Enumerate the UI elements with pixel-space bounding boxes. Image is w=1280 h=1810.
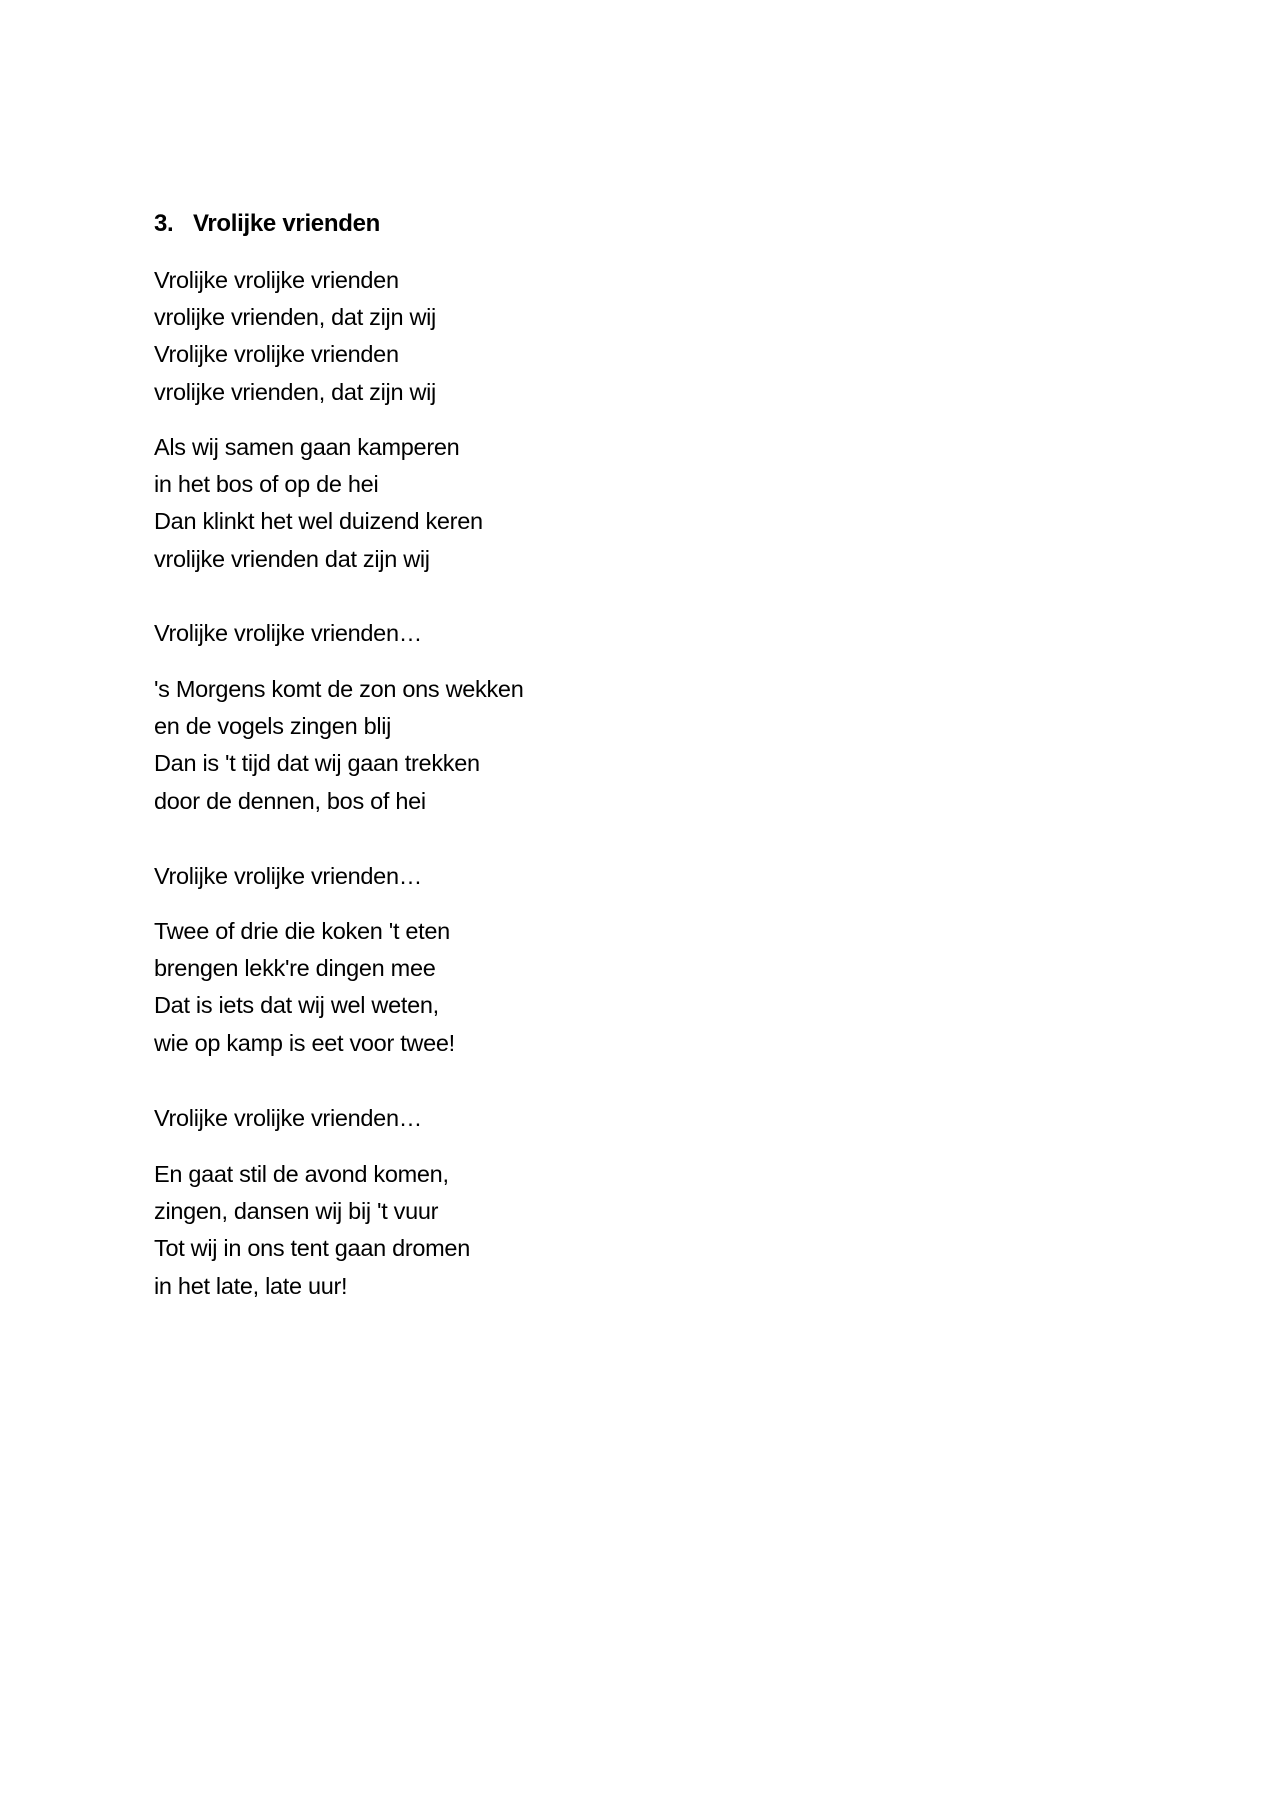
lyric-line: Als wij samen gaan kamperen xyxy=(154,434,460,460)
lyric-line: Vrolijke vrolijke vrienden xyxy=(154,341,399,368)
lyric-line: door de dennen, bos of hei xyxy=(154,787,426,814)
stanza xyxy=(154,671,523,820)
stanza xyxy=(154,262,436,411)
lyric-line: wie op kamp is eet voor twee! xyxy=(154,1029,455,1056)
lyric-line: en de vogels zingen blij xyxy=(154,713,392,740)
refrain-line xyxy=(154,858,422,895)
stanza xyxy=(154,913,455,1062)
lyric-line: Vrolijke vrolijke vrienden… xyxy=(154,1105,422,1131)
stanza xyxy=(154,429,483,578)
lyric-line: zingen, dansen wij bij 't vuur xyxy=(154,1198,439,1225)
lyric-line: vrolijke vrienden, dat zijn wij xyxy=(154,378,436,405)
lyric-line: Twee of drie die koken 't eten xyxy=(154,918,450,944)
lyric-line: vrolijke vrienden, dat zijn wij xyxy=(154,304,436,331)
refrain-line xyxy=(154,1100,422,1137)
song-number: 3. xyxy=(154,210,174,237)
lyric-line: Dat is iets dat wij wel weten, xyxy=(154,992,439,1019)
lyric-line: Vrolijke vrolijke vrienden… xyxy=(154,863,422,889)
stanza xyxy=(154,1156,470,1305)
lyric-line: brengen lekk're dingen mee xyxy=(154,955,436,982)
lyric-line: in het bos of op de hei xyxy=(154,471,379,498)
song-title-text: Vrolijke vrienden xyxy=(193,210,380,237)
lyric-line: Vrolijke vrolijke vrienden xyxy=(154,267,399,293)
lyric-line: Dan klinkt het wel duizend keren xyxy=(154,508,483,535)
refrain-line xyxy=(154,615,422,652)
lyric-line: En gaat stil de avond komen, xyxy=(154,1161,449,1187)
lyric-line: 's Morgens komt de zon ons wekken xyxy=(154,676,524,702)
song-title xyxy=(154,205,380,242)
lyric-line: in het late, late uur! xyxy=(154,1272,348,1299)
lyric-line: Vrolijke vrolijke vrienden… xyxy=(154,620,422,646)
lyric-line: Tot wij in ons tent gaan dromen xyxy=(154,1235,470,1262)
lyric-line: vrolijke vrienden dat zijn wij xyxy=(154,545,430,572)
lyric-line: Dan is 't tijd dat wij gaan trekken xyxy=(154,750,480,777)
